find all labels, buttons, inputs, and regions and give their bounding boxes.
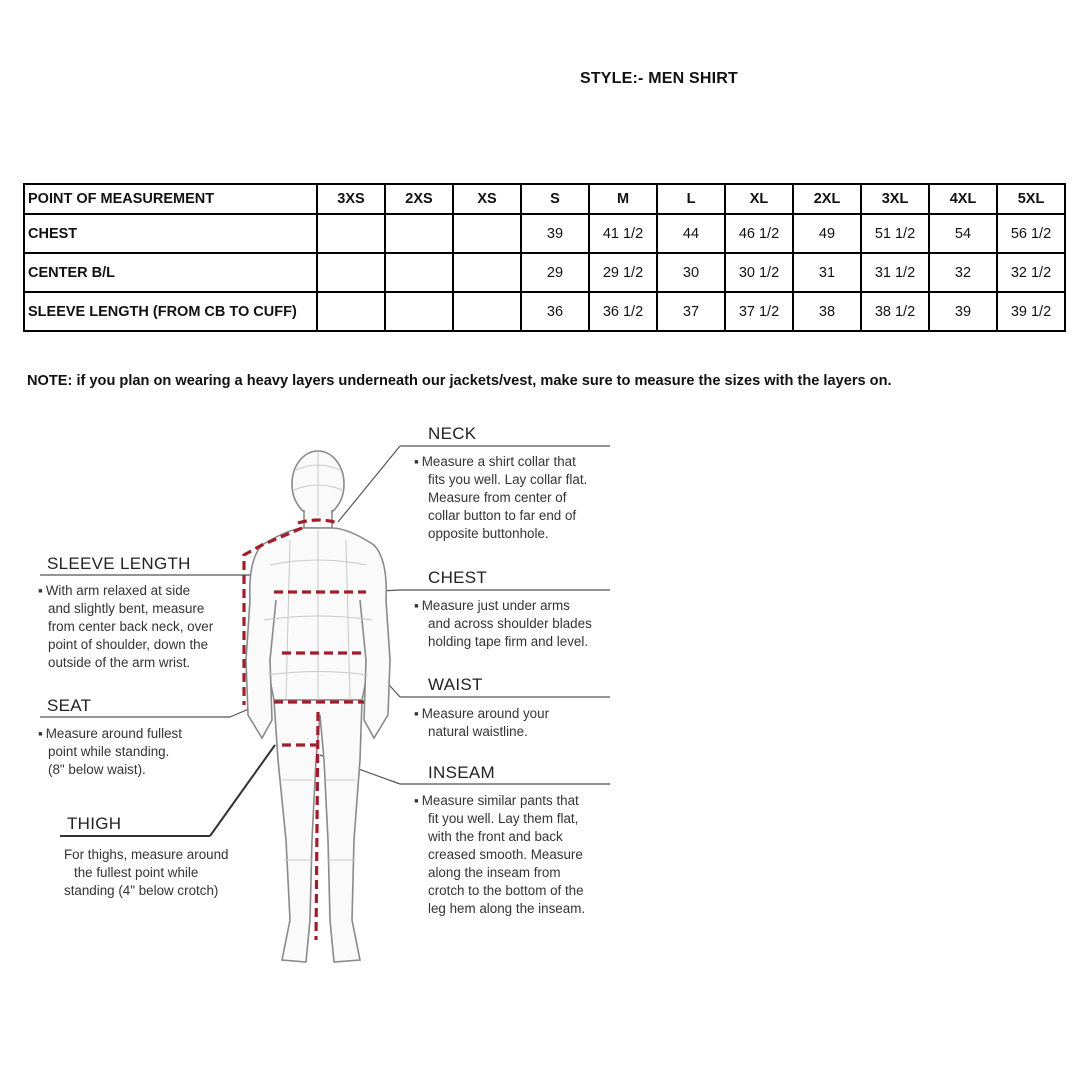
table-row [24, 292, 1065, 331]
inseam-text-line: crotch to the bottom of the [428, 883, 584, 898]
neck-title: NECK [428, 424, 477, 443]
table-header-cell: 2XS [385, 184, 453, 214]
table-cell: 37 1/2 [725, 292, 793, 331]
inseam-text-line: fit you well. Lay them flat, [428, 811, 579, 826]
table-header-cell: 2XL [793, 184, 861, 214]
table-cell: 39 [929, 292, 997, 331]
table-cell: 31 [793, 253, 861, 292]
sleeve-text-line: point of shoulder, down the [48, 637, 209, 652]
chest-title: CHEST [428, 568, 488, 587]
table-cell: 31 1/2 [861, 253, 929, 292]
layering-note: NOTE: if you plan on wearing a heavy layers underneath our jackets/vest, make sure to measure the sizes with the layers on. [27, 373, 892, 389]
table-cell [317, 214, 385, 253]
neck-text-line: ▪ Measure a shirt collar that [414, 453, 576, 471]
sleeve-text-line: and slightly bent, measure [48, 601, 205, 616]
neck-text-line: Measure from center of [428, 490, 567, 505]
table-header-cell: XS [453, 184, 521, 214]
chest-text-line: and across shoulder blades [428, 616, 592, 631]
row-label: SLEEVE LENGTH (FROM CB TO CUFF) [24, 292, 317, 331]
table-header-cell: 3XS [317, 184, 385, 214]
table-header-cell: POINT OF MEASUREMENT [24, 184, 317, 214]
neck-text-line: fits you well. Lay collar flat. [428, 472, 588, 487]
table-cell: 41 1/2 [589, 214, 657, 253]
table-cell [385, 253, 453, 292]
chest-text-line: ▪ Measure just under arms [414, 597, 570, 615]
table-cell: 29 [521, 253, 589, 292]
table-cell: 39 [521, 214, 589, 253]
table-cell [317, 253, 385, 292]
neck-text-line: collar button to far end of [428, 508, 577, 523]
table-cell [453, 253, 521, 292]
table-cell: 38 [793, 292, 861, 331]
inseam-text-line: with the front and back [428, 829, 563, 844]
table-cell: 56 1/2 [997, 214, 1065, 253]
inseam-text-line: along the inseam from [428, 865, 561, 880]
table-cell: 36 [521, 292, 589, 331]
table-header-cell: XL [725, 184, 793, 214]
table-header-cell: 3XL [861, 184, 929, 214]
waist-text-line: natural waistline. [428, 724, 528, 739]
sleeve-text-line: outside of the arm wrist. [48, 655, 191, 670]
table-header-cell: S [521, 184, 589, 214]
seat-text-line: (8" below waist). [48, 762, 146, 777]
table-cell [385, 292, 453, 331]
waist-title: WAIST [428, 675, 483, 694]
thigh-text-line: standing (4" below crotch) [64, 883, 219, 898]
table-cell [453, 214, 521, 253]
table-cell: 36 1/2 [589, 292, 657, 331]
sleeve-text-line: ▪ With arm relaxed at side [38, 582, 190, 600]
table-cell [317, 292, 385, 331]
table-cell: 44 [657, 214, 725, 253]
table-cell: 30 [657, 253, 725, 292]
thigh-text-line: For thighs, measure around [64, 847, 229, 862]
inseam-title: INSEAM [428, 763, 495, 782]
table-cell: 29 1/2 [589, 253, 657, 292]
thigh-text-line: the fullest point while [74, 865, 199, 880]
table-cell: 39 1/2 [997, 292, 1065, 331]
row-label: CENTER B/L [24, 253, 317, 292]
seat-text-line: point while standing. [48, 744, 170, 759]
table-cell: 49 [793, 214, 861, 253]
seat-title: SEAT [47, 696, 92, 715]
table-cell: 37 [657, 292, 725, 331]
table-cell: 51 1/2 [861, 214, 929, 253]
neck-text-line: opposite buttonhole. [428, 526, 549, 541]
table-row [24, 214, 1065, 253]
table-header-cell: L [657, 184, 725, 214]
inseam-text-line: creased smooth. Measure [428, 847, 583, 862]
table-cell [453, 292, 521, 331]
table-cell: 54 [929, 214, 997, 253]
row-label: CHEST [24, 214, 317, 253]
chest-text-line: holding tape firm and level. [428, 634, 589, 649]
waist-text-line: ▪ Measure around your [414, 705, 549, 723]
table-header-cell: 5XL [997, 184, 1065, 214]
sleeve-length-title: SLEEVE LENGTH [47, 554, 191, 573]
table-cell: 32 1/2 [997, 253, 1065, 292]
table-header-row [24, 184, 1065, 214]
thigh-title: THIGH [67, 814, 122, 833]
table-header-cell: M [589, 184, 657, 214]
seat-text-line: ▪ Measure around fullest [38, 725, 182, 743]
size-chart-table [23, 183, 1066, 332]
sleeve-text-line: from center back neck, over [48, 619, 214, 634]
table-cell: 32 [929, 253, 997, 292]
table-cell: 38 1/2 [861, 292, 929, 331]
table-row [24, 253, 1065, 292]
table-cell: 46 1/2 [725, 214, 793, 253]
inseam-text-line: leg hem along the inseam. [428, 901, 586, 916]
table-header-cell: 4XL [929, 184, 997, 214]
inseam-text-line: ▪ Measure similar pants that [414, 792, 579, 810]
table-cell: 30 1/2 [725, 253, 793, 292]
table-cell [385, 214, 453, 253]
style-title: STYLE:- MEN SHIRT [579, 70, 739, 87]
